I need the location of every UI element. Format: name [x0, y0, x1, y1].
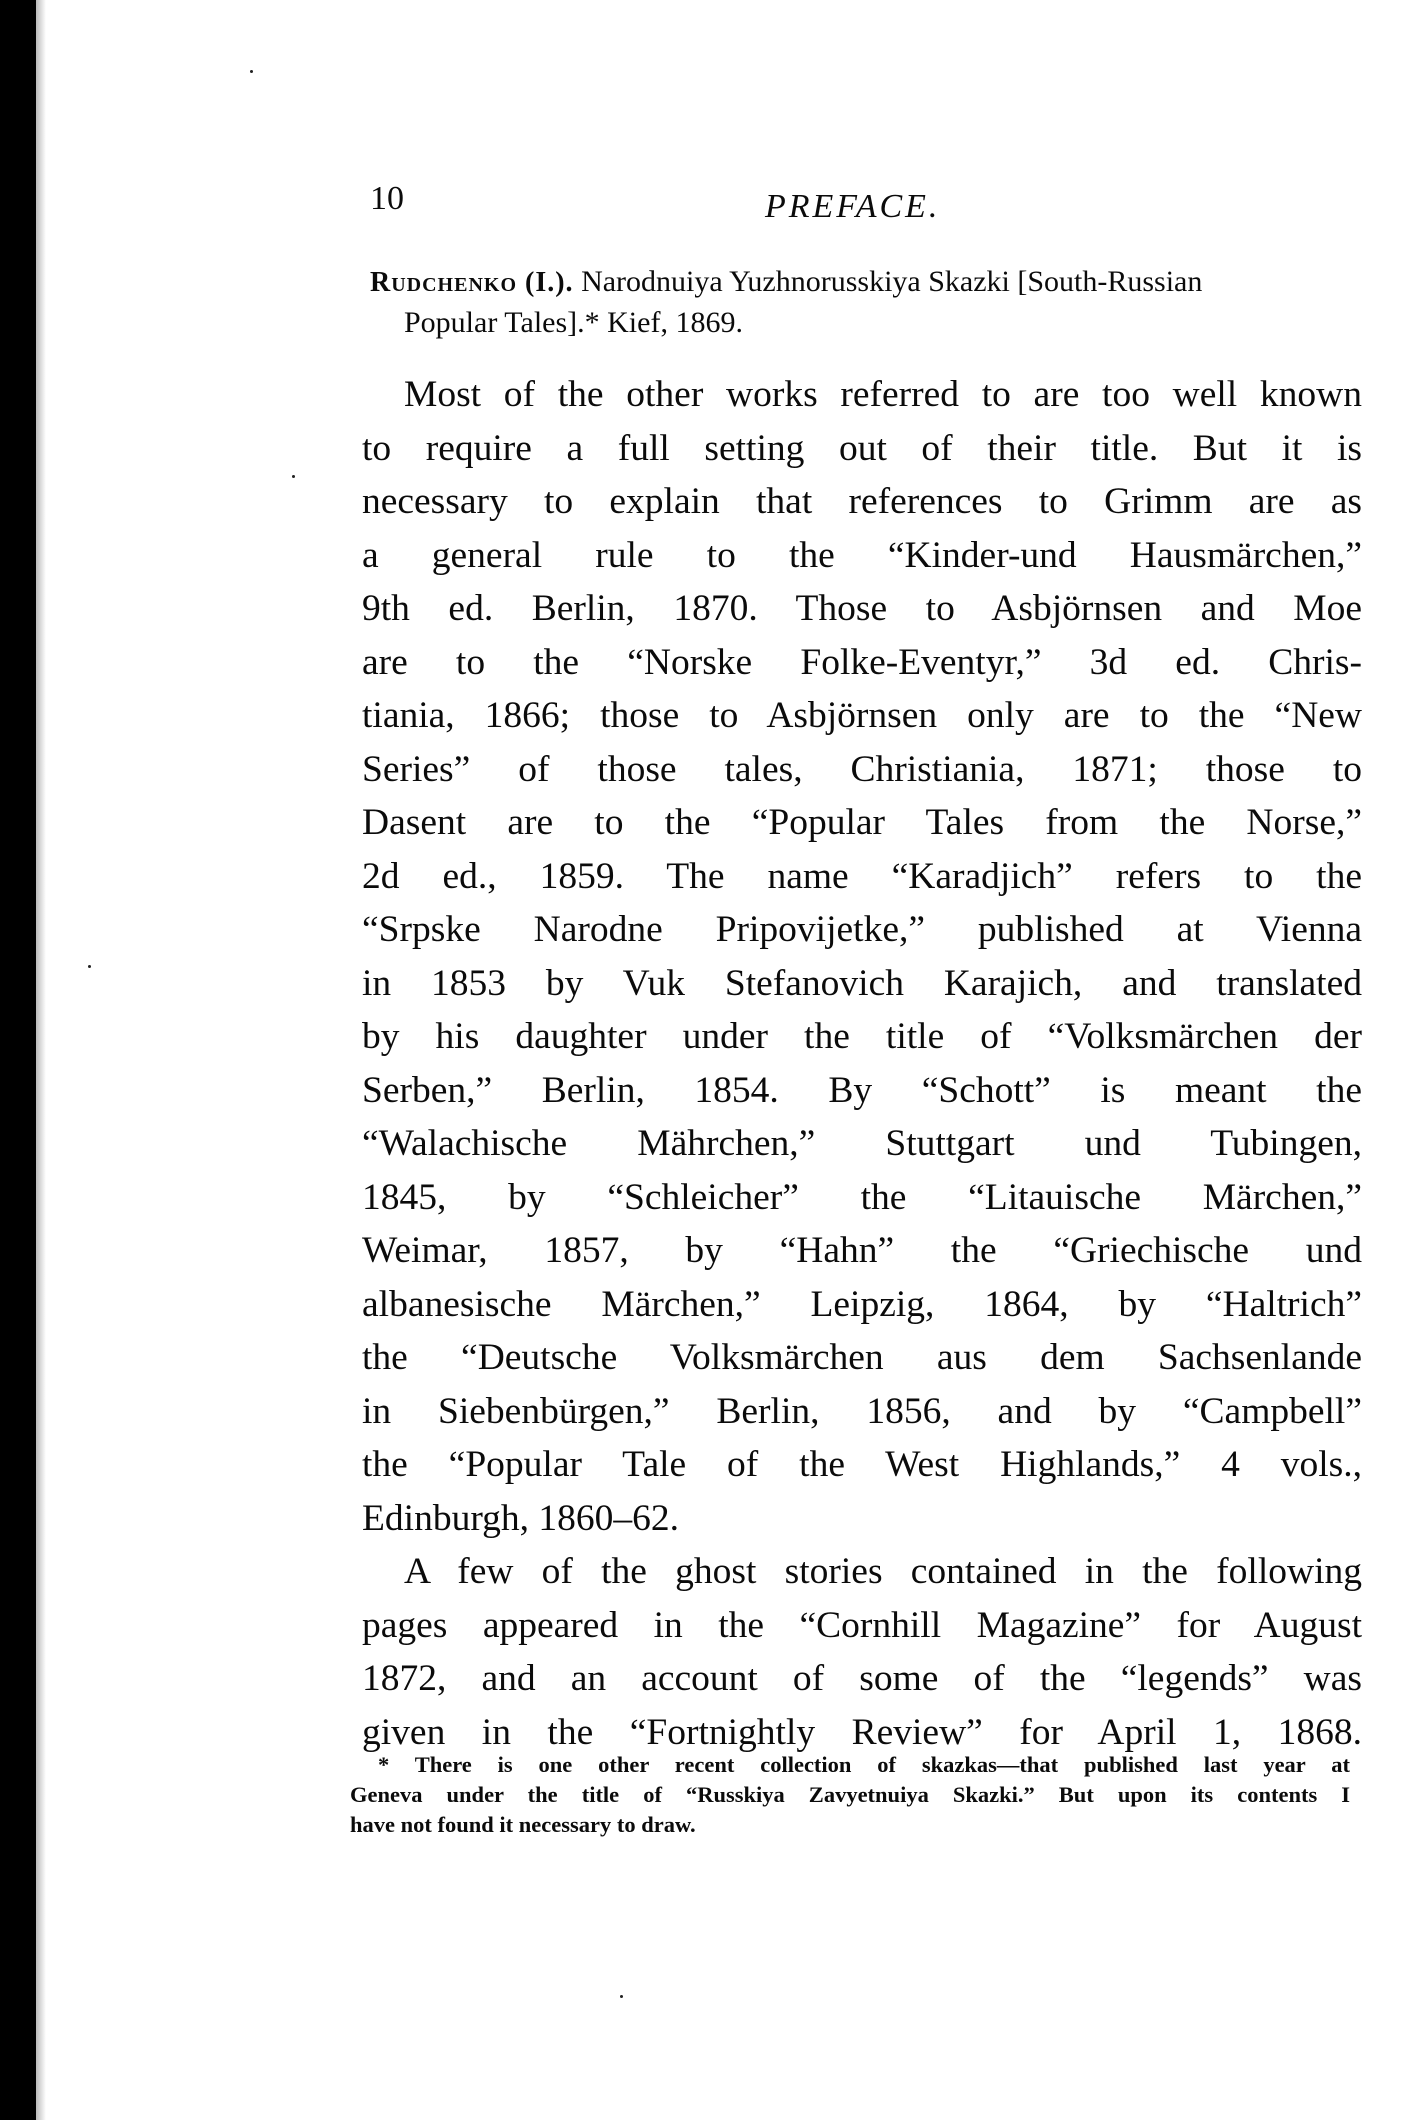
footnote	[350, 1750, 1350, 1840]
bibliography-line-continued: Popular Tales].* Kief, 1869.	[404, 306, 743, 339]
scan-speck	[250, 70, 253, 73]
paragraph-line: 9th ed. Berlin, 1870. Those to Asbjörnsen and Moe	[362, 588, 1362, 629]
paragraph-line: Weimar, 1857, by “Hahn” the “Griechische und	[362, 1230, 1362, 1271]
paragraph-line: to require a full setting out of their title. But it is	[362, 427, 1362, 469]
paragraph-line: pages appeared in the “Cornhill Magazine” for August	[362, 1604, 1362, 1646]
paragraph-line: are to the “Norske Folke-Eventyr,” 3d ed. Chris-	[362, 641, 1362, 683]
paragraph-line: Series” of those tales, Christiania, 1871; those to	[362, 748, 1362, 790]
paragraph-line: the “Deutsche Volksmärchen aus dem Sachsenlande	[362, 1337, 1362, 1378]
paragraph-line: albanesische Märchen,” Leipzig, 1864, by “Haltrich”	[362, 1283, 1362, 1325]
paragraph-line: the “Popular Tale of the West Highlands,” 4 vols.,	[362, 1444, 1362, 1485]
paragraph-line: in Siebenbürgen,” Berlin, 1856, and by “Campbell”	[362, 1390, 1362, 1432]
body-text	[362, 368, 1362, 1759]
bibliography-line	[370, 262, 1365, 303]
paragraph-line: 2d ed., 1859. The name “Karadjich” refers to the	[362, 855, 1362, 897]
paragraph-line: 1845, by “Schleicher” the “Litauische Märchen,”	[362, 1176, 1362, 1218]
scan-speck	[620, 1995, 623, 1998]
running-head: PREFACE.	[765, 188, 941, 225]
paragraph-line: given in the “Fortnightly Review” for April 1, 1868.	[362, 1711, 1362, 1753]
bibliography-title: Narodnuiya Yuzhnorusskiya Skazki [South-Russian	[573, 265, 1203, 298]
footnote-line: Geneva under the title of “Russkiya Zavyetnuiya Skazki.” But upon its contents I	[350, 1782, 1350, 1807]
paragraph-line: in 1853 by Vuk Stefanovich Karajich, and translated	[362, 962, 1362, 1004]
paragraph-line: 1872, and an account of some of the “legends” was	[362, 1658, 1362, 1699]
paragraph-line: Serben,” Berlin, 1854. By “Schott” is meant the	[362, 1069, 1362, 1111]
bibliography-author: Rudchenko (I.).	[370, 267, 574, 298]
page-header	[370, 180, 1350, 240]
paragraph-line: by his daughter under the title of “Volksmärchen der	[362, 1016, 1362, 1057]
paragraph-line: necessary to explain that references to Grimm are as	[362, 481, 1362, 522]
scan-speck	[88, 965, 91, 968]
paragraph-line: tiania, 1866; those to Asbjörnsen only are to the “New	[362, 695, 1362, 736]
paragraph-line: “Walachische Mährchen,” Stuttgart und Tubingen,	[362, 1123, 1362, 1164]
paragraph-line: A few of the ghost stories contained in the following	[404, 1551, 1362, 1592]
footnote-line: have not found it necessary to draw.	[350, 1812, 696, 1837]
scan-speck	[292, 475, 295, 478]
footnote-line: * There is one other recent collection of skazkas—that published last year at	[378, 1752, 1350, 1777]
paragraph-line: Edinburgh, 1860–62.	[362, 1497, 680, 1539]
page-number: 10	[370, 180, 404, 217]
paragraph-line: Most of the other works referred to are too well known	[404, 374, 1362, 415]
paragraph-line: Dasent are to the “Popular Tales from the Norse,”	[362, 802, 1362, 843]
paragraph-line: a general rule to the “Kinder-und Hausmärchen,”	[362, 534, 1362, 576]
bibliography-entry	[370, 262, 1365, 343]
paragraph-line: “Srpske Narodne Pripovijetke,” published at Vienna	[362, 909, 1362, 950]
